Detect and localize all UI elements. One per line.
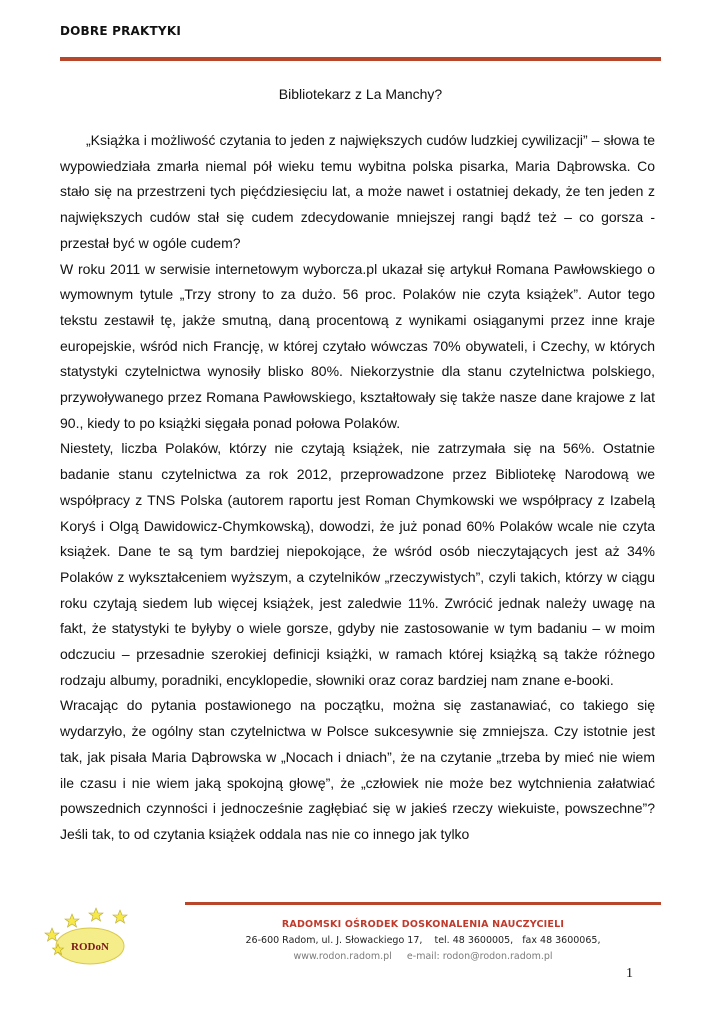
rodon-logo <box>44 906 144 968</box>
footer-address: 26-600 Radom, ul. J. Słowackiego 17, tel. 48 3600005, fax 48 3600065, <box>245 935 601 946</box>
header-rule <box>60 57 661 61</box>
paragraph: Niestety, liczba Polaków, którzy nie czytają książek, nie zatrzymała się na 56%. Ostatnie badanie stanu czytelnictwa za rok 2012, przeprowadzone przez Bibliotekę Narodową we współpracy z TNS Polska (autorem raportu jest Roman Chymkowski we współpracy z Izabelą Koryś i Olgą Dawidowicz-Chymkowską), dowodzi, że już ponad 60% Polaków wcale nie czyta książek. Dane te są tym bardziej niepokojące, że wśród osób nieczytających jest aż 34% Polaków z wykształceniem wyższym, a czytelników „rzeczywistych”, czyli takich, którzy w ciągu roku czytają siedem lub więcej książek, jest zaledwie 11%. Zwrócić jednak należy uwagę na fakt, że statystyki te byłyby o wiele gorsze, gdyby nie zastosowanie w tym badaniu – w moim odczuciu – przesadnie szerokiej definicji książki, w ramach której książką są także różnego rodzaju albumy, poradniki, encyklopedie, słowniki oraz coraz bardziej nam znane e-booki. <box>60 440 655 688</box>
star-icon <box>45 928 59 941</box>
logo-text: RODoN <box>71 941 109 953</box>
paragraph: „Książka i możliwość czytania to jeden z największych cudów ludzkiej cywilizacji” – słowa te wypowiedziała zmarła niemal pół wieku temu wybitna polska pisarka, Maria Dąbrowska. Co stało się na przestrzeni tych pięćdziesięciu lat, a może nawet i ostatniej dekady, że ten jeden z największych cudów stał się cudem zdecydowanie mniejszej rangi bądź też – co gorsza - przestał być w ogóle cudem? <box>60 132 655 251</box>
star-icon <box>89 908 103 921</box>
star-icon <box>113 910 127 923</box>
footer-contact: www.rodon.radom.pl e-mail: rodon@rodon.radom.pl <box>293 951 553 962</box>
document-body <box>60 128 655 848</box>
footer-organization: RADOMSKI OŚRODEK DOSKONALENIA NAUCZYCIELI <box>281 919 565 930</box>
paragraph: W roku 2011 w serwisie internetowym wyborcza.pl ukazał się artykuł Romana Pawłowskiego o wymownym tytule „Trzy strony to za dużo. 56 proc. Polaków nie czyta książek”. Autor tego tekstu zestawił tę, jakże smutną, daną procentową z wynikami osiąganymi przez inne kraje europejskie, wśród nich Francję, w której czytało wówczas 70% obywateli, i Czechy, w których statystyki czytelnictwa wynosiły blisko 80%. Niekorzystnie dla stanu czytelnictwa polskiego, przywoływanego przez Romana Pawłowskiego, kształtowały się także nasze dane krajowe z lat 90., kiedy to po książki sięgała ponad połowa Polaków. <box>60 260 655 431</box>
footer-rule <box>185 902 661 905</box>
paragraph: Wracając do pytania postawionego na początku, można się zastanawiać, co takiego się wydarzyło, że ogólny stan czytelnictwa w Polsce sukcesywnie się zmniejsza. Czy istotnie jest tak, jak pisała Maria Dąbrowska w „Nocach i dniach”, że na czytanie „trzeba by mieć nie wiem ile czasu i nie wiem jaką spokojną głowę”, że „człowiek nie może bez wytchnienia załatwiać powszednich czynności i jednocześnie zagłębiać się w jakieś rzeczy wiekuiste, powszechne”? Jeśli tak, to od czytania książek oddala nas nie co innego jak tylko <box>60 697 655 842</box>
star-icon <box>65 914 79 927</box>
page-number: 1 <box>626 966 633 981</box>
header-label: DOBRE PRAKTYKI <box>60 24 181 38</box>
document-title: Bibliotekarz z La Manchy? <box>278 86 443 102</box>
